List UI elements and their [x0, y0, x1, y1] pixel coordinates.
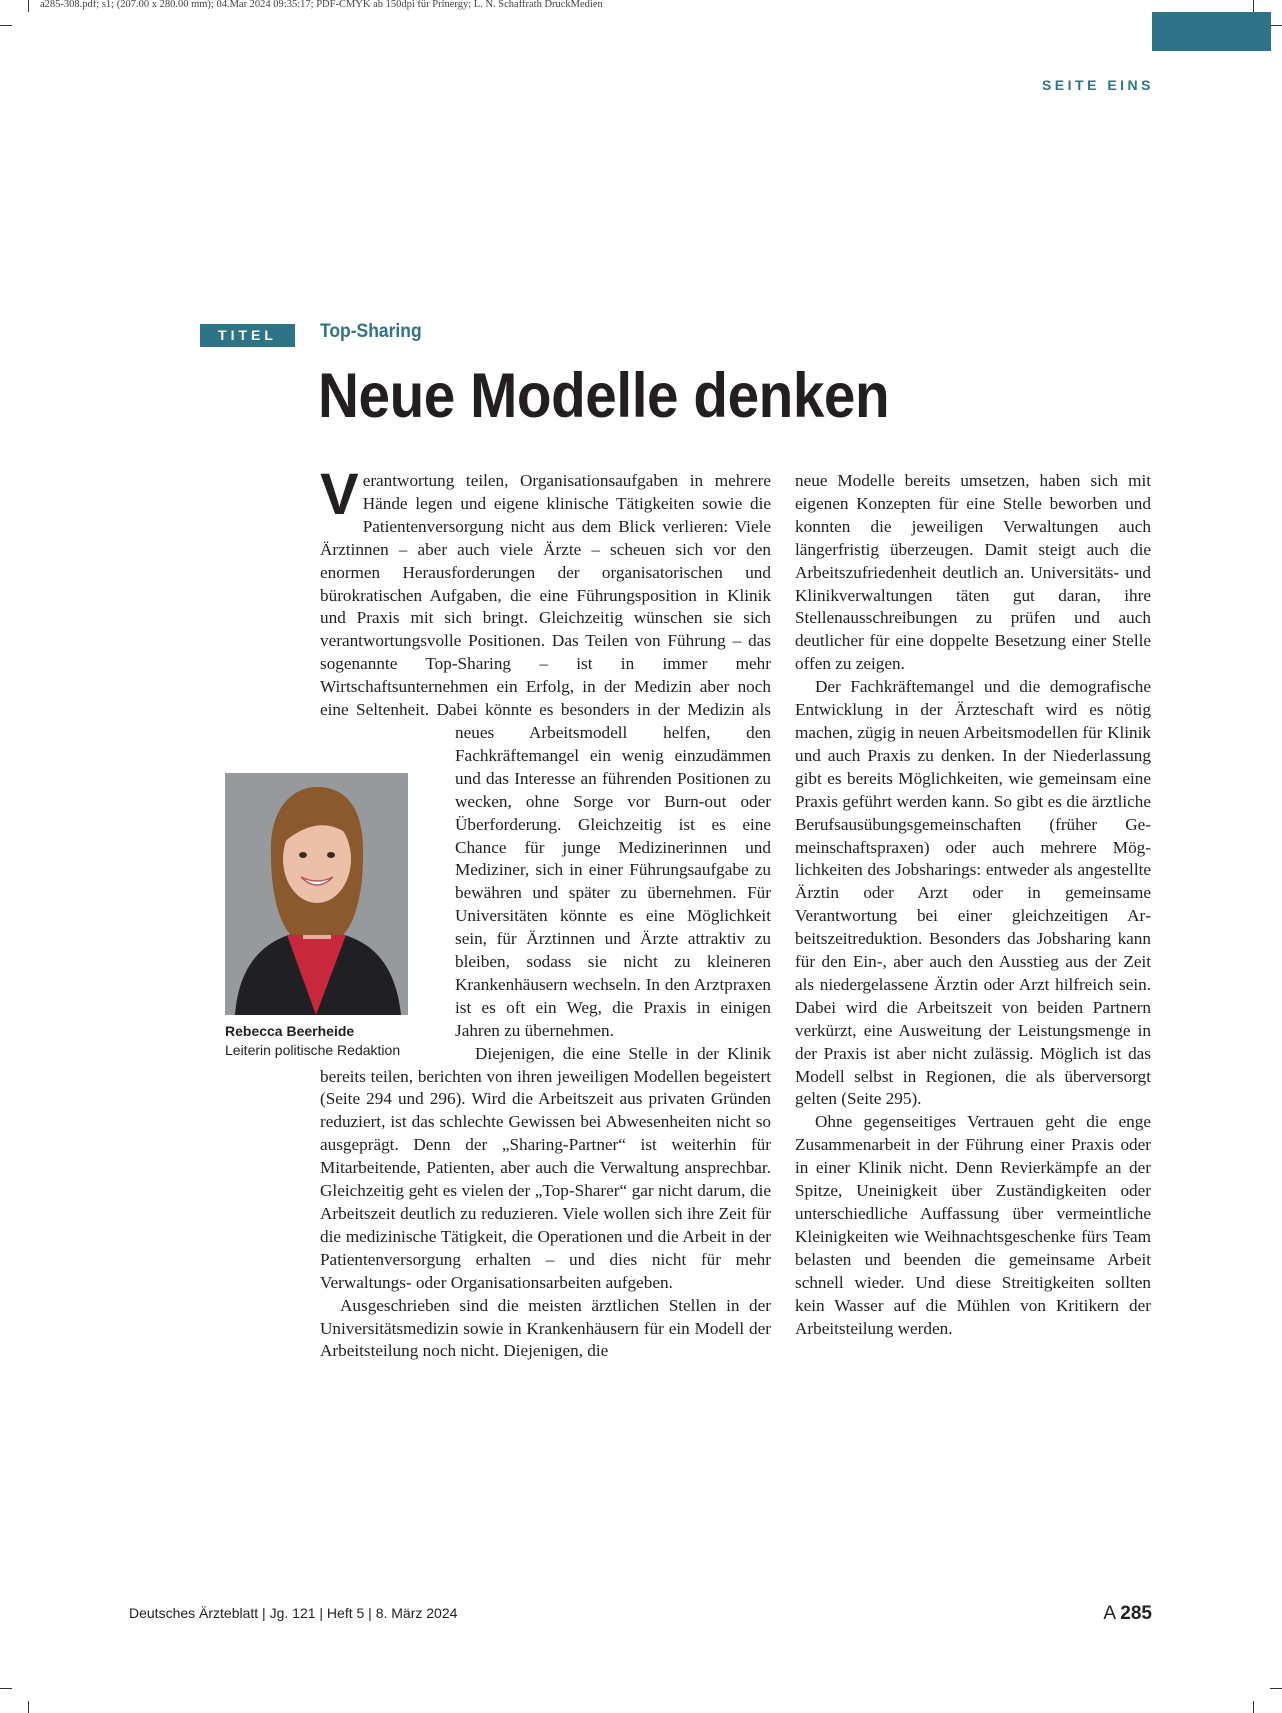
page-prefix: A [1103, 1603, 1116, 1624]
photo-caption [225, 1022, 425, 1060]
crop-mark [28, 1701, 29, 1713]
text-column-right [795, 470, 1151, 1340]
category-tag: TITEL [200, 324, 295, 347]
print-slug: a285-308.pdf; s1; (207.00 x 280.00 mm); 04.Mar 2024 09:35:17; PDF-CMYK ab 150dpi für Prinergy; L. N. Schaffrath DruckMedien [40, 0, 603, 10]
paragraph: Ohne gegenseitiges Vertrauen geht die enge Zusammenarbeit in der Führung einer Praxis oder in einer Klinik nicht. Denn Revierkämpfe an der Spitze, Uneinigkeit über Zuständigkeiten oder unterschiedliche Auffassung über vermeintliche Kleinigkeiten wie Weihnachtsgeschenke fürs Team belasten und beenden die gemeinsame Arbeit schnell wieder. Und diese Streitigkeiten sollten kein Wasser auf die Mühlen von Kritikern der Arbeitsteilung werden. [795, 1112, 1151, 1338]
crop-mark [0, 1688, 12, 1689]
paragraph-text-continued: den Fachkräftemangel ein wenig einzudämmen und das Interesse an führenden Positionen zu wecken, ohne Sorge vor Burn-out oder Überforderung. Gleichzeitig ist es eine Chance für junge Medizinerinnen und Mediziner, sich in einer Führungsaufgabe zu bewähren und später zu übernehmen. Für Universitäten könnte es eine Möglichkeit sein, für Ärztinnen und Ärzte attraktiv zu bleiben, sodass sie nicht zu kleineren Krankenhäusern wechseln. In den Arztpraxen ist es oft ein Weg, die Praxis in einigen Jahren zu übernehmen. [455, 722, 771, 1040]
paragraph: Diejenigen, die eine Stelle in der Klinik bereits teilen, berichten von ihren jeweiligen Modellen begeistert (Seite 294 und 296). Wird die Arbeitszeit aus privaten Gründen reduziert, ist das schlechte Gewissen bei Abwesenheiten nicht so ausgeprägt. Denn der „Sharing-Partner“ ist weiterhin für Mitarbeitende, Patienten, aber auch die Verwaltung ansprechbar. Gleichzeitig geht es vielen der „Top-Sharer“ gar nicht darum, die Arbeitszeit deutlich zu reduzieren. Viele wollen sich ihre Zeit für die medizinische Tätigkeit, die Operationen und die Arbeit in der Patientenversorgung erhalten – und dies nicht für mehr Verwaltungs- oder Organisationsarbeiten aufgeben. [320, 1043, 771, 1292]
page-number-value: 285 [1120, 1603, 1152, 1624]
crop-mark [0, 25, 12, 26]
crop-mark [1253, 0, 1254, 12]
paragraph-text: erantwortung teilen, Organisationsaufgaben in mehrere Hände legen und eigene klinische Tätigkeiten sowie die Patientenversorgung nicht aus dem Blick verlieren: Viele Ärztinnen – aber auch viele Ärzte – scheuen sich vor den enormen Herausforderungen der organisatorischen und bürokratischen Aufgaben, die eine Führungsposition in Klinik und Praxis mit sich bringt. Gleichzeitig wünschen sie sich verantwortungsvolle Positionen. Das Teilen von Führung – das sogenannte Top-Sharing – ist in immer mehr Wirtschaftsunternehmen ein Erfolg, in der Medizin aber noch eine Seltenheit. Dabei könnte es besonders in der Medizin als neues Arbeitsmodell helfen, [320, 471, 771, 742]
section-label: SEITE EINS [1041, 77, 1154, 93]
page-number [1103, 1603, 1152, 1625]
author-role: Leiterin politische Redaktion [225, 1042, 401, 1058]
crop-mark [28, 0, 29, 12]
crop-mark [1253, 1701, 1254, 1713]
article-headline: Neue Modelle denken [318, 361, 890, 431]
paragraph: neue Modelle bereits umsetzen, haben sich mit eigenen Konzepten für eine Stelle beworben und konnten die jeweiligen Verwaltungen auch längerfristig überzeugen. Damit steigt auch die Arbeitszufriedenheit deutlich an. Universitäts- und Klinikverwaltungen täten gut daran, ihre Stellenausschreibungen zu prüfen und auch deutlicher für eine doppelte Besetzung einer Stelle offen zu zeigen. [795, 471, 1151, 674]
crop-mark [1270, 25, 1282, 26]
author-name: Rebecca Beerheide [225, 1023, 355, 1039]
corner-color-block [1152, 12, 1271, 51]
paragraph: Ausgeschrieben sind die meisten ärztlichen Stellen in der Universitätsmedizin sowie in Krankenhäusern für ein Modell der Arbeitsteilung noch nicht. Diejenigen, die [320, 1295, 771, 1361]
crop-mark [1270, 1688, 1282, 1689]
publication-footer: Deutsches Ärzteblatt | Jg. 121 | Heft 5 | 8. März 2024 [129, 1605, 458, 1621]
author-portrait-image [225, 773, 408, 1015]
article-kicker: Top-Sharing [320, 321, 422, 342]
author-photo [225, 773, 408, 1015]
paragraph: Der Fachkräftemangel und die demografische Entwicklung in der Ärzteschaft wird es nötig machen, zügig in neuen Arbeitsmodellen für Klinik und auch Praxis zu denken. In der Niederlassung gibt es bereits Möglichkeiten, wie gemeinsam eine Praxis geführt werden kann. So gibt es die ärztliche Berufsausübungsgemeinschaften (früher Gemeinschaftspraxen) oder auch mehrere Möglichkeiten des Jobsharings: entweder als angestellte Ärztin oder Arzt oder in gemeinsame Verantwortung bei einer gleichzeitigen Arbeitszeitreduktion. Besonders das Jobsharing kann für den Ein-, aber auch den Ausstieg aus der Zeit als niedergelassene Ärztin oder Arzt hilfreich sein. Dabei wird die Arbeitszeit von beiden Partnern verkürzt, eine Ausweitung der Leistungsmenge in der Praxis ist aber nicht zulässig. Möglich ist das Modell selbst in Regionen, die als überversorgt gelten (Seite 295). [795, 677, 1151, 1109]
drop-cap: V [320, 462, 359, 527]
